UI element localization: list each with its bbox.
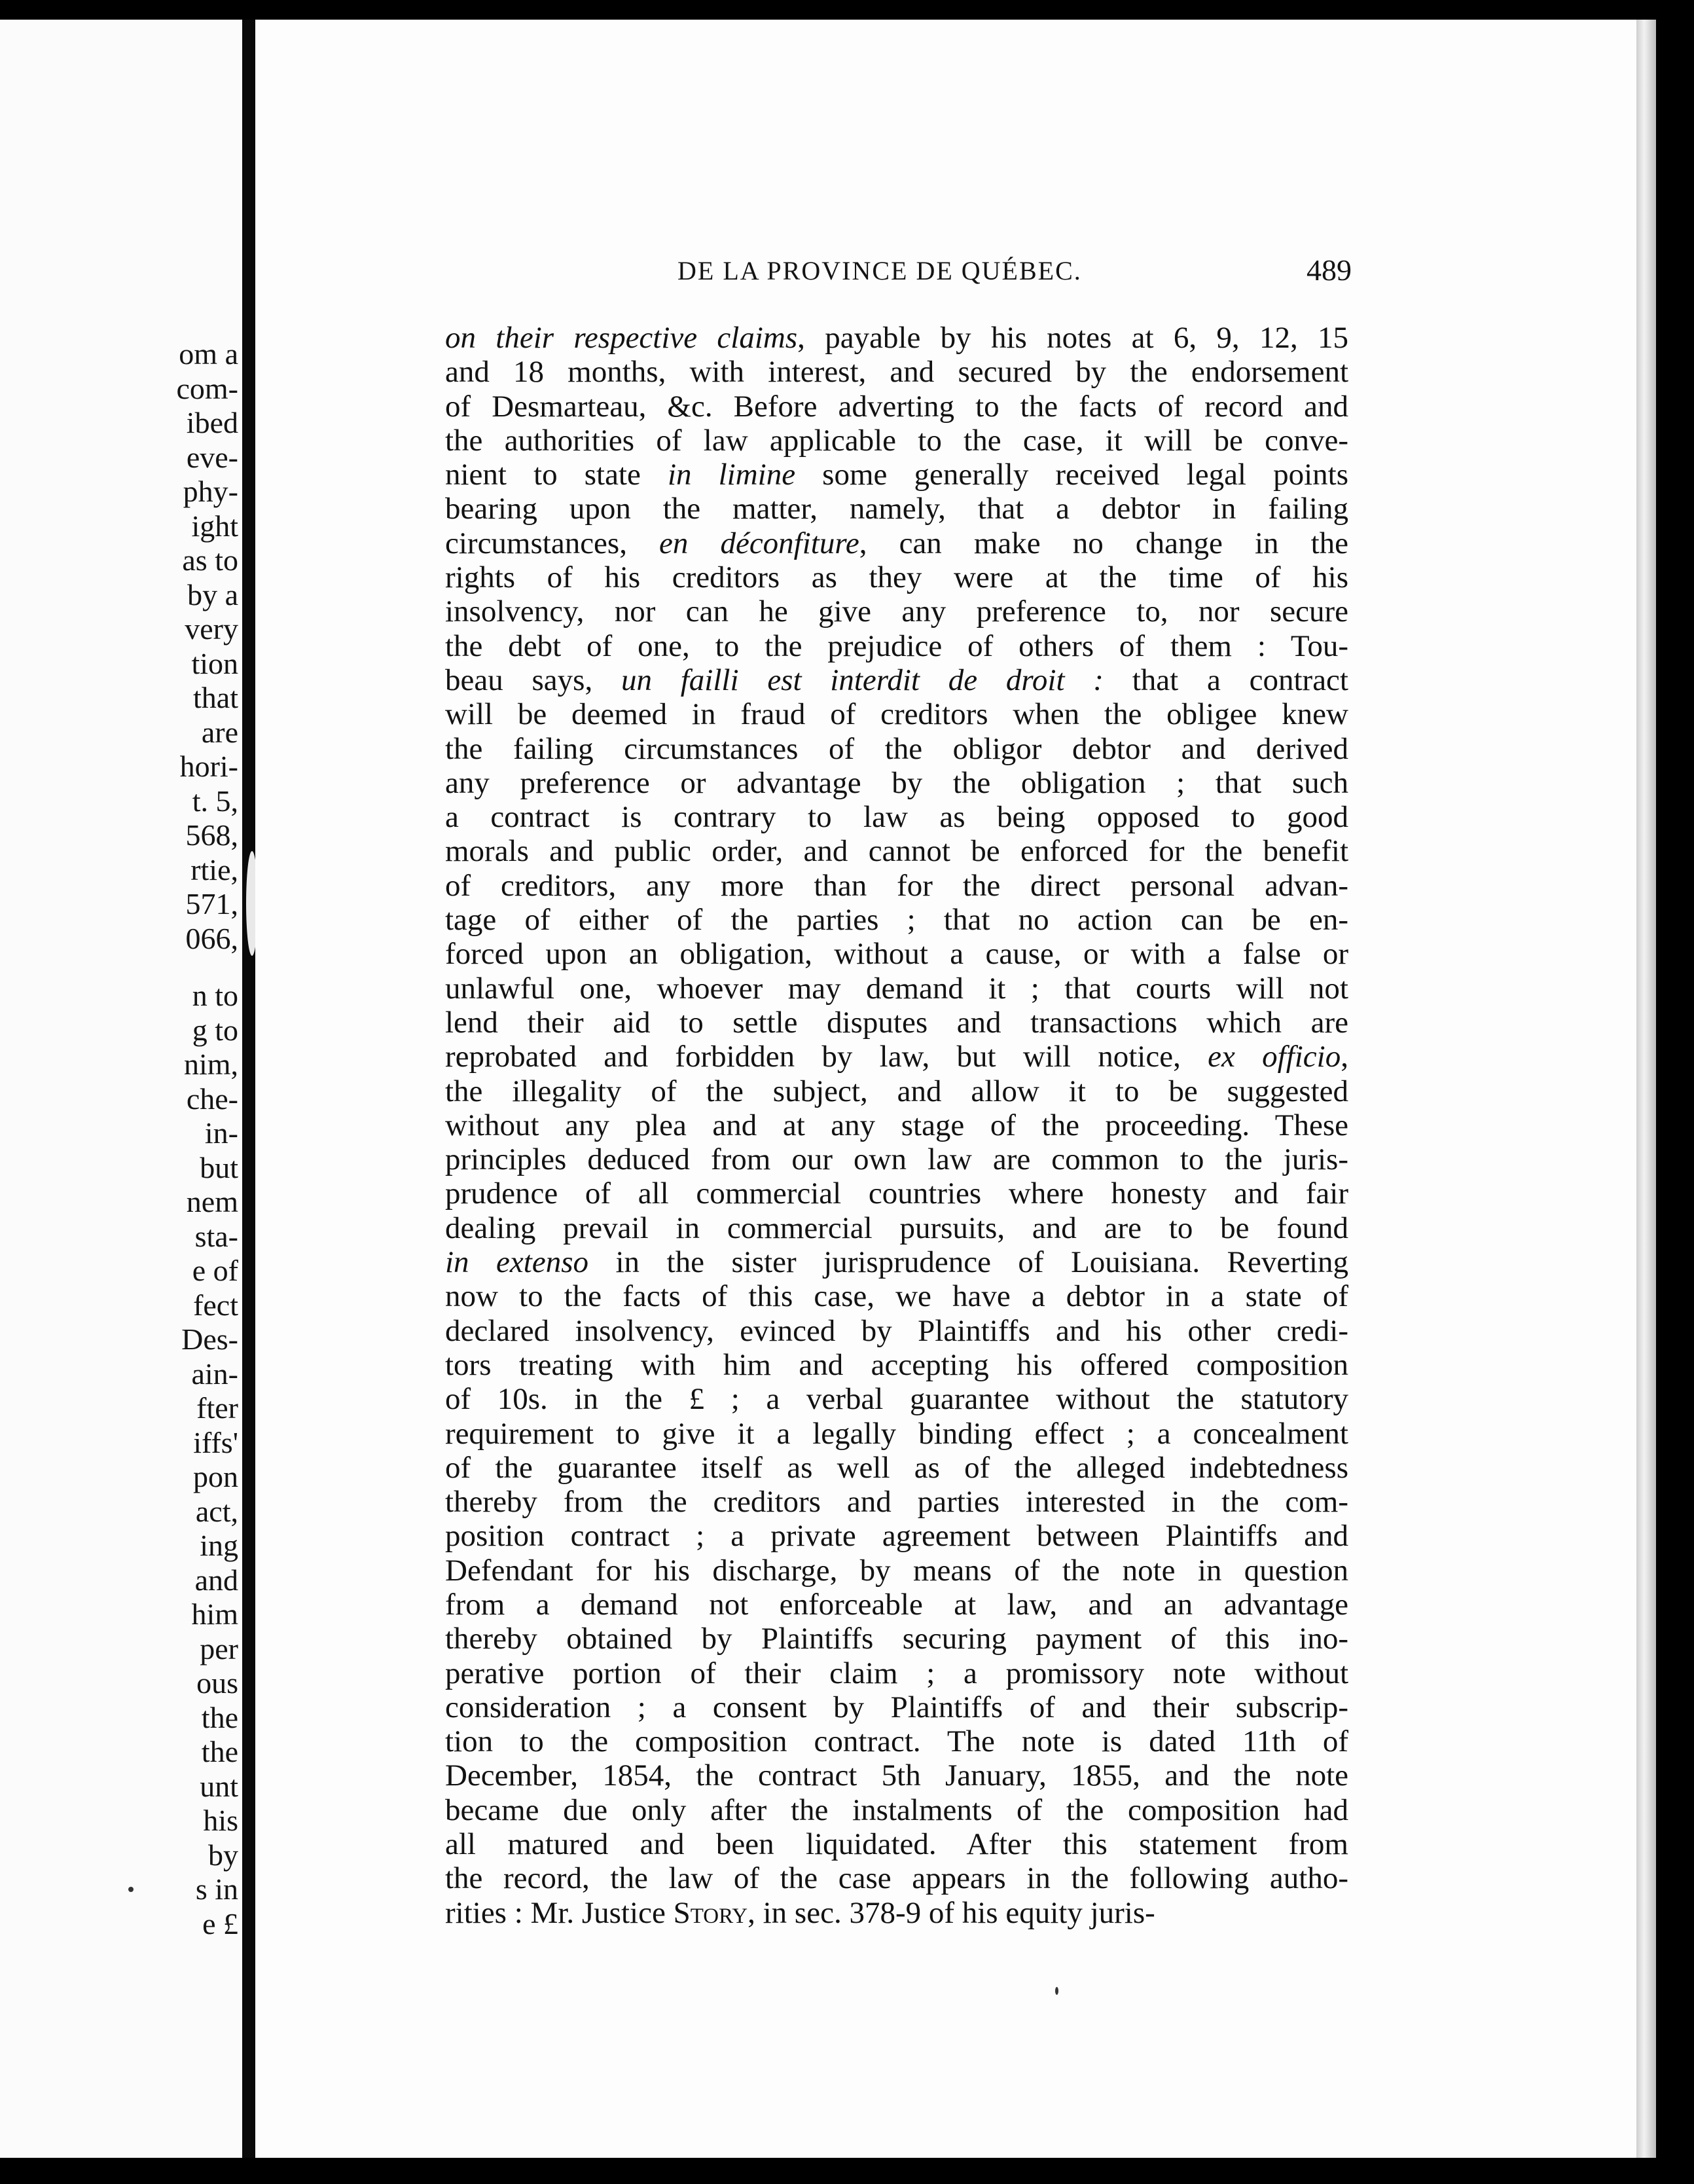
facing-page-line: very [185,612,238,646]
facing-page-line: rtie, [190,852,238,886]
text-line [445,526,1348,560]
page-edge [1636,20,1656,2158]
body-text [445,321,1348,1930]
facing-page-text [176,337,238,1941]
facing-page-line: by [208,1838,238,1872]
italic-phrase: ex officio [1208,1040,1341,1074]
text-line [445,424,1348,458]
text-segment: requirement to give it a legally binding effect ; a concealment [445,1416,1348,1451]
text-line [445,1348,1348,1382]
facing-page-line: that [193,681,238,714]
facing-page-line: ight [191,509,238,543]
running-title: DE LA PROVINCE DE QUÉBEC. [677,256,1082,285]
facing-page-line: om a [179,337,238,371]
text-line [445,321,1348,355]
text-segment: perative portion of their claim ; a promissory note without [445,1656,1348,1690]
text-segment: lend their aid to settle disputes and transactions which are [445,1005,1348,1040]
text-segment: and 18 months, with interest, and secured by the endorsement [445,355,1348,390]
text-segment: all matured and been liquidated. After this statement from [445,1827,1348,1862]
text-segment: will be deemed in fraud of creditors when the obligee knew [445,697,1348,732]
small-caps-name: Story [673,1895,748,1930]
text-line [445,663,1348,697]
text-segment: the illegality of the subject, and allow it to be suggested [445,1074,1348,1108]
text-segment: , in sec. 378-9 of his equity juris- [748,1895,1155,1930]
text-segment: the authorities of law applicable to the case, it will be conve- [445,423,1348,458]
text-line [445,903,1348,937]
text-line [445,937,1348,971]
text-segment: bearing upon the matter, namely, that a debtor in failing [445,492,1348,526]
facing-page-line: com- [176,371,238,405]
text-line [445,1142,1348,1176]
text-line [445,1074,1348,1108]
text-segment: some generally received legal points [795,458,1348,492]
running-header [677,255,1352,288]
text-line [445,800,1348,834]
text-segment: the debt of one, to the prejudice of others of them : Tou- [445,628,1348,663]
text-segment: insolvency, nor can he give any preference to, nor secure [445,594,1348,629]
text-line [445,629,1348,663]
text-line [445,492,1348,526]
text-segment: that a contract [1103,663,1348,697]
facing-page-line: pon [193,1460,238,1493]
facing-page-line: ous [196,1666,238,1700]
facing-page-line: per [200,1631,238,1665]
facing-page-line: and [194,1563,238,1597]
text-line [445,1554,1348,1588]
facing-page-line: his [203,1804,238,1837]
text-line [445,1245,1348,1279]
text-segment: tors treating with him and accepting his offered composition [445,1347,1348,1382]
facing-page-line: are [201,715,238,749]
text-segment: Defendant for his discharge, by means of the note in question [445,1553,1348,1588]
facing-page-line [176,956,238,979]
italic-phrase: on their respective claims [445,321,798,355]
italic-phrase: un failli est interdit de droit : [621,663,1104,697]
text-segment: now to the facts of this case, we have a debtor in a state of [445,1279,1348,1314]
text-segment: , payable by his notes at 6, 9, 12, 15 [797,321,1349,355]
text-line [445,834,1348,868]
text-segment: consideration ; a consent by Plaintiffs of and their subscrip- [445,1690,1348,1724]
text-segment: of Desmarteau, &c. Before adverting to the facts of record and [445,389,1348,424]
text-segment: dealing prevail in commercial pursuits, and are to be found [445,1210,1348,1245]
text-line [445,1724,1348,1758]
facing-page-fragment [0,20,242,2158]
facing-page-line: nem [186,1185,238,1218]
text-segment: the record, the law of the case appears in the following autho- [445,1861,1348,1896]
facing-page-line: s in [195,1872,238,1906]
text-segment: declared insolvency, evinced by Plaintiffs and his other credi- [445,1313,1348,1348]
text-segment: tion to the composition contract. The note is dated 11th of [445,1724,1348,1759]
text-segment: unlawful one, whoever may demand it ; that courts will not [445,971,1348,1006]
facing-page-line: unt [200,1769,238,1803]
italic-phrase: in extenso [445,1245,588,1280]
text-segment: reprobated and forbidden by law, but will notice, [445,1040,1208,1074]
text-line [445,1758,1348,1793]
text-line [445,1793,1348,1827]
ink-speck [128,1887,134,1892]
text-segment: rities : Mr. Justice [445,1895,674,1930]
text-line [445,1006,1348,1040]
text-line [445,1896,1348,1930]
facing-page-line: e £ [202,1906,238,1940]
facing-page-line: phy- [183,475,238,508]
text-line [445,390,1348,424]
text-segment: principles deduced from our own law are common to the juris- [445,1142,1348,1177]
facing-page-line: ibed [186,406,238,439]
text-line [445,594,1348,628]
text-segment: of the guarantee itself as well as of the alleged indebtedness [445,1450,1348,1485]
text-line [445,1279,1348,1313]
text-segment: forced upon an obligation, without a cause, or with a false or [445,937,1348,972]
text-segment: December, 1854, the contract 5th January, 1855, and the note [445,1758,1348,1793]
facing-page-line: by a [187,577,238,611]
facing-page-line: 571, [185,887,238,920]
facing-page-line: sta- [194,1219,238,1253]
text-segment: any preference or advantage by the obligation ; that such [445,765,1348,800]
book-gutter [242,20,255,2158]
facing-page-line: in- [204,1116,238,1150]
text-line [445,1314,1348,1348]
ink-speck [1055,1987,1058,1995]
text-segment: a contract is contrary to law as being opposed to good [445,800,1348,835]
facing-page-line: ing [200,1529,238,1562]
facing-page-line: him [191,1597,238,1631]
facing-page-line: n to [192,979,238,1012]
text-line [445,869,1348,903]
text-line [445,1690,1348,1724]
text-segment: became due only after the instalments of the composition had [445,1793,1348,1827]
facing-page-line: fect [193,1288,238,1322]
page-number: 489 [1307,253,1352,287]
text-segment: , [1341,1040,1348,1074]
text-line [445,355,1348,389]
text-segment: nient to state [445,458,668,492]
text-line [445,1519,1348,1553]
text-line [445,1382,1348,1416]
text-line [445,972,1348,1006]
text-segment: from a demand not enforceable at law, and an advantage [445,1587,1348,1622]
text-line [445,1485,1348,1519]
facing-page-line: the [201,1735,238,1768]
text-segment: of creditors, any more than for the direct personal advan- [445,868,1348,903]
facing-page-line: t. 5, [192,784,238,818]
text-line [445,1176,1348,1210]
italic-phrase: in limine [667,458,796,492]
text-segment: prudence of all commercial countries where honesty and fair [445,1176,1348,1211]
facing-page-line: the [201,1700,238,1734]
facing-page-line: ain- [191,1356,238,1391]
facing-page-line: nim, [183,1047,238,1081]
text-segment: position contract ; a private agreement between Plaintiffs and [445,1519,1348,1554]
facing-page-line: 568, [185,818,238,852]
text-line [445,560,1348,594]
facing-page-line: 066, [185,921,238,955]
text-line [445,1040,1348,1074]
text-segment: tage of either of the parties ; that no action can be en- [445,903,1348,937]
text-segment: without any plea and at any stage of the proceeding. These [445,1108,1348,1142]
text-line [445,732,1348,766]
text-segment: beau says, [445,663,621,697]
text-segment: of 10s. in the £ ; a verbal guarantee without the statutory [445,1382,1348,1417]
text-line [445,1827,1348,1861]
facing-page-line: eve- [186,440,238,474]
facing-page-line: act, [195,1494,238,1528]
text-line [445,1588,1348,1622]
text-line [445,1622,1348,1656]
text-line [445,766,1348,800]
text-line [445,697,1348,731]
text-line [445,1211,1348,1245]
facing-page-line: as to [182,543,238,577]
facing-page-line: che- [186,1082,238,1116]
text-line [445,1417,1348,1451]
text-segment: thereby from the creditors and parties interested in the com- [445,1485,1348,1520]
facing-page-line: g to [192,1013,238,1047]
facing-page-line: fter [196,1391,238,1425]
text-segment: rights of his creditors as they were at the time of his [445,560,1348,595]
text-segment: in the sister jurisprudence of Louisiana. Reverting [588,1245,1348,1280]
facing-page-line: hori- [179,750,238,783]
text-line [445,458,1348,492]
text-segment: morals and public order, and cannot be enforced for the benefit [445,834,1348,869]
text-segment: , can make no change in the [859,526,1348,560]
facing-page-line: Des- [181,1322,238,1356]
text-segment: the failing circumstances of the obligor debtor and derived [445,731,1348,766]
text-line [445,1861,1348,1895]
text-segment: thereby obtained by Plaintiffs securing payment of this ino- [445,1622,1348,1656]
facing-page-line: iffs' [193,1425,238,1459]
text-segment: circumstances, [445,526,660,560]
text-line [445,1656,1348,1690]
facing-page-line: e of [192,1254,238,1287]
facing-page-line: tion [191,646,238,680]
text-line [445,1451,1348,1485]
facing-page-line: but [200,1150,238,1184]
italic-phrase: en déconfiture [659,526,859,560]
text-line [445,1108,1348,1142]
